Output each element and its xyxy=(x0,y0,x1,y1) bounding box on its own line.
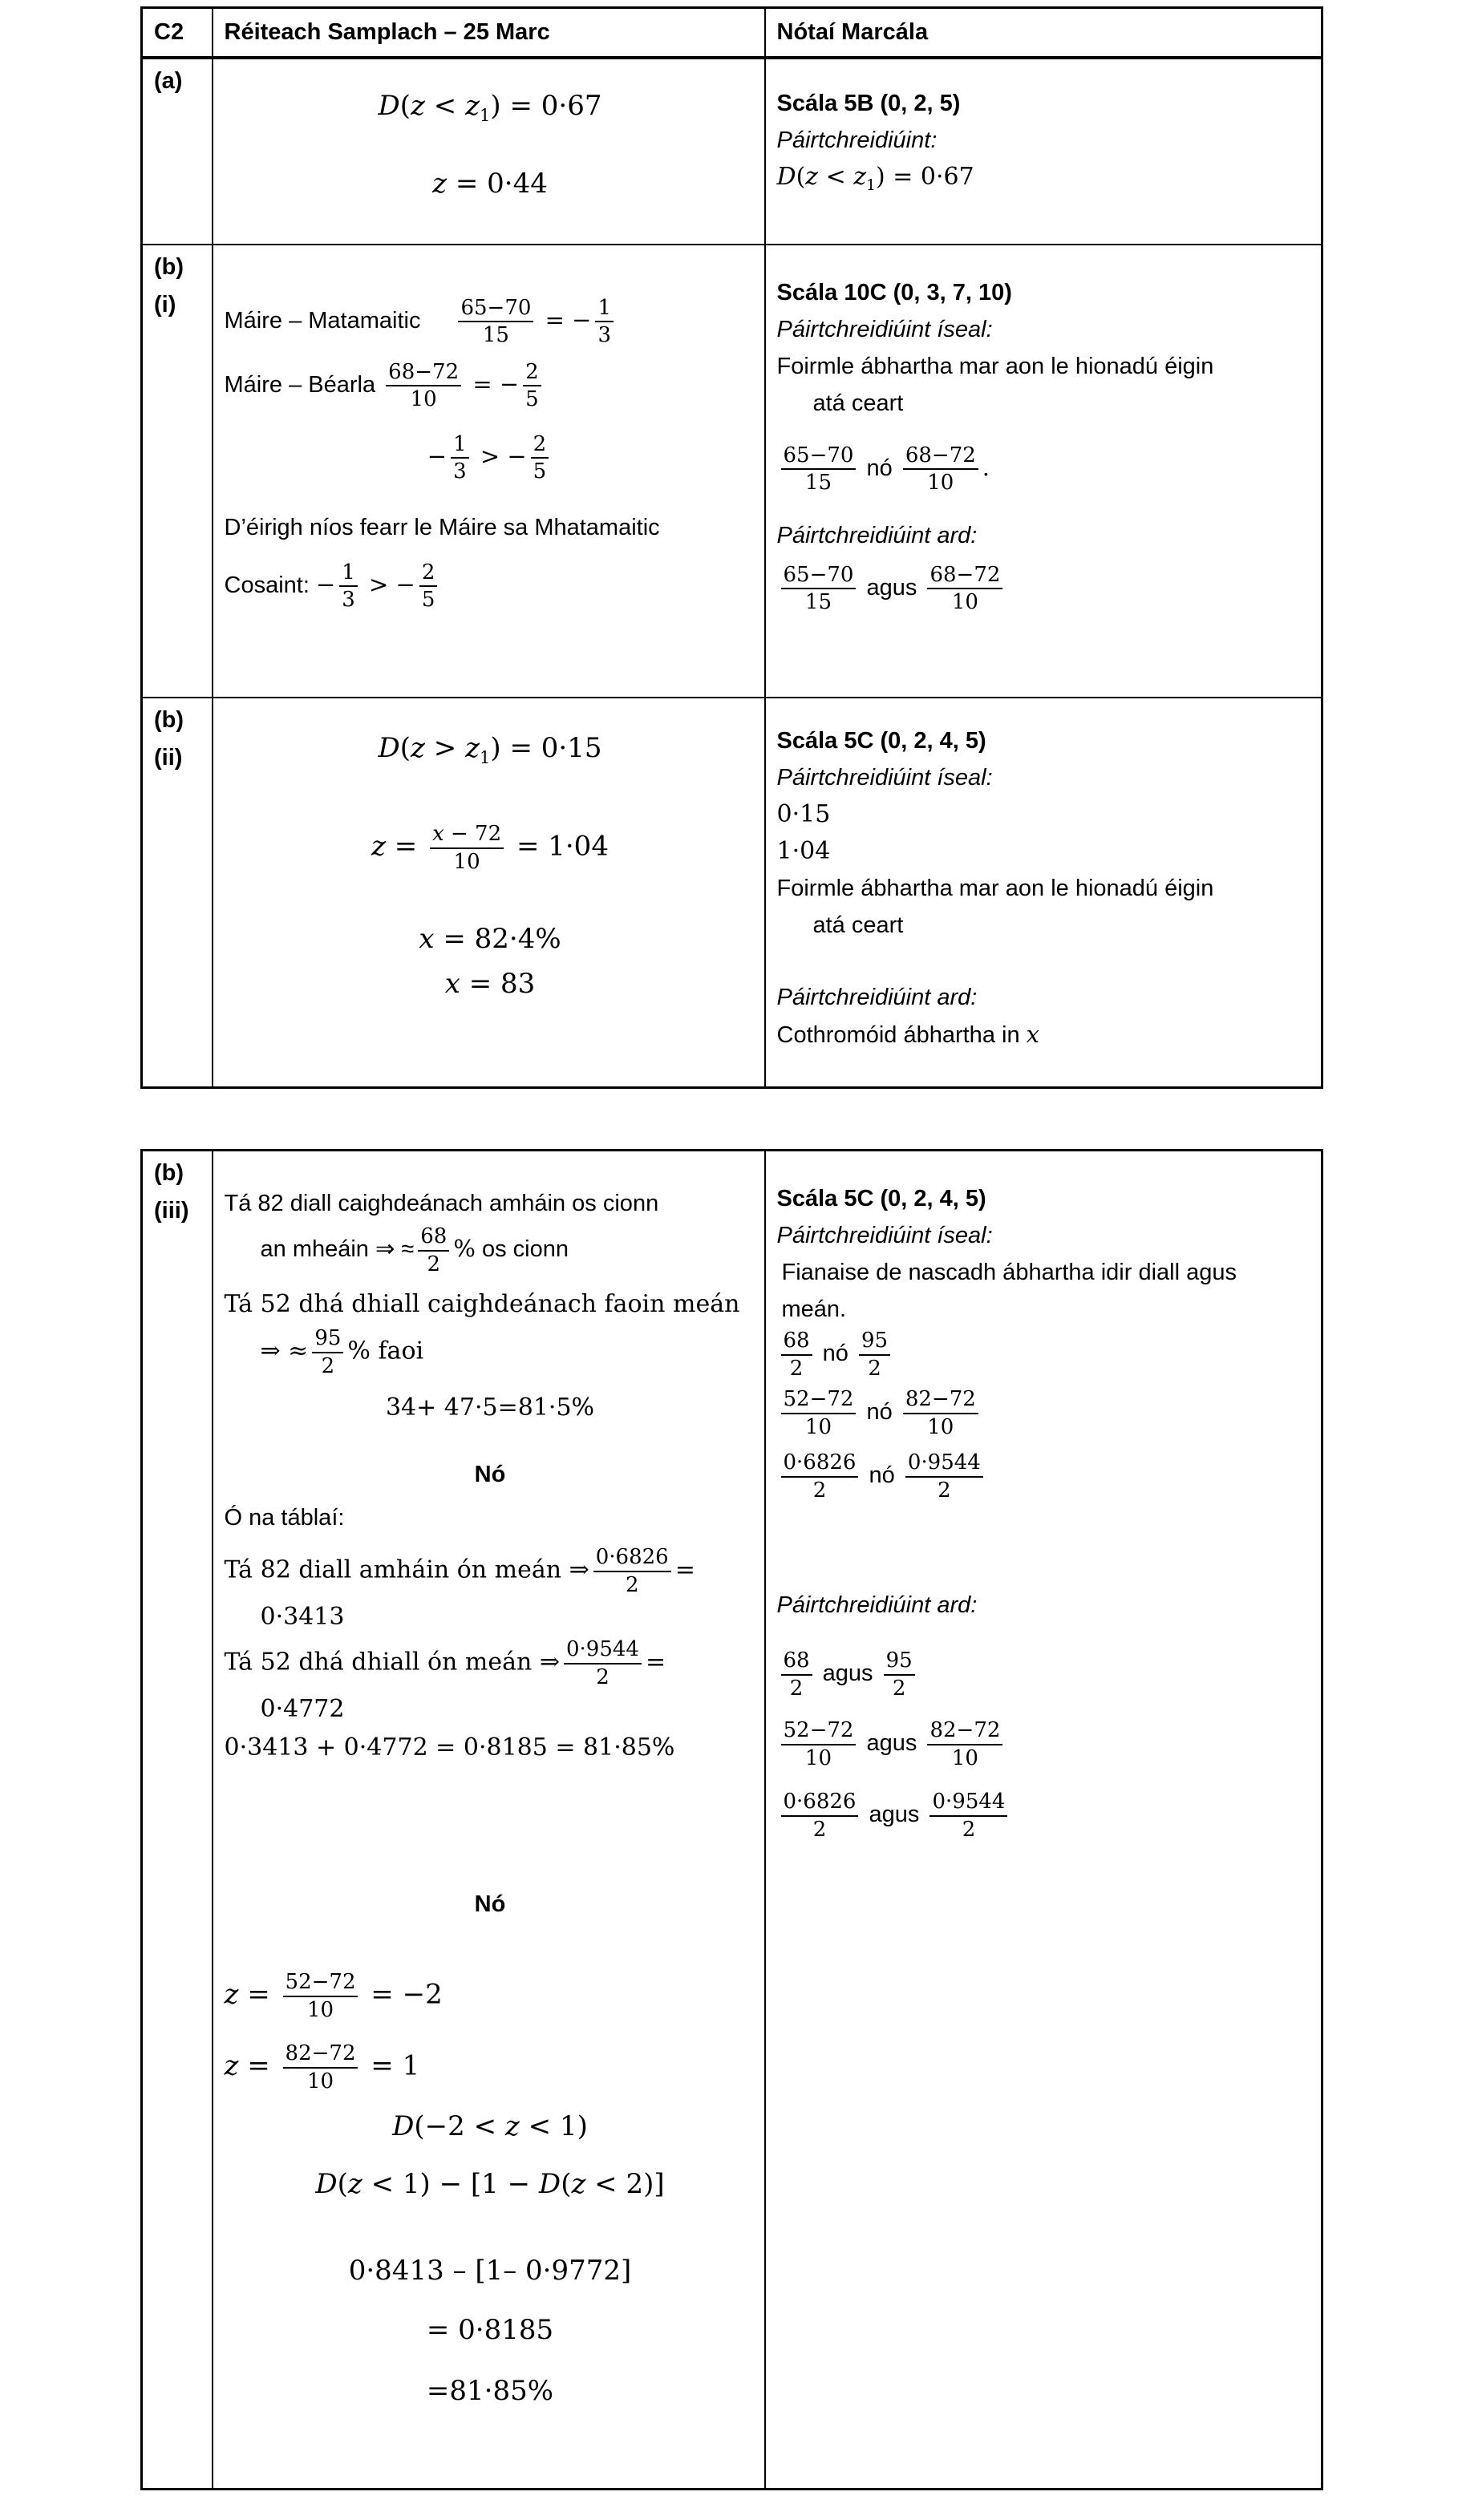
header-marking-notes xyxy=(765,8,1322,58)
row-part-b-i xyxy=(142,245,1322,698)
math-fraction: $\frac{68-72}{10}$ xyxy=(927,562,1002,616)
math-fraction: $\frac{1}{3}$ xyxy=(339,560,358,613)
solution-line: an mheáin ⇒ ≈ $\frac{68}{2}$ % os cionn xyxy=(260,1224,569,1276)
solution-equation: D(z < 1) − [1 − D(z < 2)] xyxy=(315,2168,665,2200)
note-fractions: $\frac{68}{2}$ nó $\frac{95}{2}$ xyxy=(777,1328,1314,1381)
table-header-row xyxy=(142,8,1322,58)
solution-equation: z = 0·44 xyxy=(432,168,548,200)
solution-line: 34+ 47·5=81·5% xyxy=(385,1393,595,1422)
math-fraction: $\frac{65-70}{15}$ xyxy=(781,562,857,616)
or-divider: Nó xyxy=(474,1462,506,1487)
note-text: meán. xyxy=(781,1296,847,1322)
partial-credit-low-label: Páirtchreidiúint íseal: xyxy=(776,316,993,342)
cell-label-b-ii xyxy=(142,698,213,1088)
math-fraction: $\frac{0\cdot 6826}{2}$ xyxy=(781,1789,859,1842)
note-fractions: $\frac{0\cdot 6826}{2}$ nó $\frac{0\cdot 9544}{2}$ xyxy=(777,1450,1314,1503)
math-fraction: $\frac{0\cdot 9544}{2}$ xyxy=(905,1450,983,1503)
math-fraction: $\frac{68-72}{10}$ xyxy=(386,359,461,413)
partial-credit-high-label: Páirtchreidiúint ard: xyxy=(776,1592,978,1618)
solution-line: Ó na táblaí: xyxy=(224,1505,345,1531)
note-text: atá ceart xyxy=(812,390,904,416)
note-text: Foirmle ábhartha mar aon le hionadú éigin xyxy=(776,875,1214,901)
math-fraction: $\frac{95}{2}$ xyxy=(884,1648,915,1701)
note-fractions: $\frac{65-70}{15}$ agus $\frac{68-72}{10}$ xyxy=(777,562,1314,616)
marking-table-2 xyxy=(140,1149,1323,2490)
math-fraction: $\frac{95}{2}$ xyxy=(859,1328,890,1381)
scale-label: Scála 5B (0, 2, 5) xyxy=(776,90,961,116)
solution-equation: z = $\frac{x - 72}{10}$ = 1·04 xyxy=(371,822,609,874)
solution-line: 0·3413 + 0·4772 = 0·8185 = 81·85% xyxy=(224,1733,675,1762)
math-fraction: $\frac{52-72}{10}$ xyxy=(781,1386,857,1440)
row-part-a xyxy=(142,58,1322,245)
math-fraction: $\frac{0\cdot 6826}{2}$ xyxy=(781,1450,859,1503)
note-value: 1·04 xyxy=(776,836,831,865)
marking-table-1 xyxy=(140,6,1323,1089)
math-fraction: $\frac{95}{2}$ xyxy=(312,1325,343,1379)
cell-solution-b-iii xyxy=(213,1151,765,2490)
cell-notes-b-i xyxy=(765,245,1322,698)
header-sample-solution xyxy=(213,8,765,58)
math-fraction: $\frac{82-72}{10}$ xyxy=(927,1717,1002,1771)
math-fraction: $\frac{1}{3}$ xyxy=(451,431,469,485)
part-sublabel: (iii) xyxy=(154,1198,189,1224)
math-fraction: $\frac{68}{2}$ xyxy=(781,1328,812,1381)
solution-equation: x = 83 xyxy=(444,968,536,1001)
part-label: (b) xyxy=(154,253,184,280)
math-fraction: $\frac{68}{2}$ xyxy=(418,1224,449,1277)
partial-credit-low-label: Páirtchreidiúint íseal: xyxy=(776,764,993,791)
partial-credit-low-label: Páirtchreidiúint íseal: xyxy=(776,1223,993,1248)
part-label: (a) xyxy=(154,67,183,94)
note-fractions: $\frac{65-70}{15}$ nó $\frac{68-72}{10}$ . xyxy=(777,443,1314,496)
math-fraction: $\frac{65-70}{15}$ xyxy=(458,295,533,349)
scale-label: Scála 10C (0, 3, 7, 10) xyxy=(776,279,1012,305)
cell-solution-a xyxy=(213,58,765,245)
note-fractions: $\frac{52-72}{10}$ nó $\frac{82-72}{10}$ xyxy=(777,1386,1314,1440)
solution-equation: x = 82·4% xyxy=(419,923,561,956)
solution-equation: D(−2 < z < 1) xyxy=(392,2110,588,2142)
cell-notes-b-iii xyxy=(765,1151,1322,2490)
math-fraction: $\frac{1}{3}$ xyxy=(595,295,614,349)
solution-line: − $\frac{1}{3}$ > − $\frac{2}{5}$ xyxy=(225,431,756,485)
solution-equation: $D(z < z_1) = 0\cdot 67$ xyxy=(378,89,602,125)
partial-credit-high-label: Páirtchreidiúint ard: xyxy=(776,522,978,548)
math-fraction: $\frac{2}{5}$ xyxy=(419,560,438,613)
note-fractions: $\frac{52-72}{10}$ agus $\frac{82-72}{10}$ xyxy=(777,1717,1314,1771)
note-text: atá ceart xyxy=(812,912,904,938)
solution-line: Tá 52 dhá dhiall ón meán ⇒ $\frac{0\cdot 9544}{2}$ = xyxy=(224,1637,666,1689)
solution-line: Tá 82 diall caighdeánach amháin os cionn xyxy=(224,1191,659,1216)
math-fraction: $\frac{2}{5}$ xyxy=(531,431,549,485)
or-divider: Nó xyxy=(474,1891,506,1917)
cell-notes-a xyxy=(765,58,1322,245)
solution-line: Cosaint: − $\frac{1}{3}$ > − $\frac{2}{5}$ xyxy=(225,560,756,613)
note-text: Foirmle ábhartha mar aon le hionadú éigin xyxy=(776,353,1214,379)
solution-line: Tá 82 diall amháin ón meán ⇒ $\frac{0\cdot 6826}{2}$ = xyxy=(224,1545,695,1597)
math-fraction: $\frac{x - 72}{10}$ xyxy=(430,821,504,875)
cell-label-b-iii xyxy=(142,1151,213,2490)
partial-credit-high-label: Páirtchreidiúint ard: xyxy=(776,984,978,1010)
solution-conclusion: D’éirigh níos fearr le Máire sa Mhatamaitic xyxy=(224,514,660,540)
solution-line: Máire – Béarla $\frac{68-72}{10}$ = − $\frac{2}{5}$ xyxy=(225,359,756,413)
question-code: C2 xyxy=(154,19,184,45)
solution-equation: = 0·8185 xyxy=(426,2314,554,2346)
part-label: (b) xyxy=(154,1160,184,1186)
solution-equation: z = $\frac{82-72}{10}$ = 1 xyxy=(224,2041,420,2093)
solution-equation: z = $\frac{52-72}{10}$ = −2 xyxy=(224,1970,443,2022)
note-text: Cothromóid ábhartha in x xyxy=(776,1020,1039,1048)
row-part-b-ii xyxy=(142,698,1322,1088)
partial-credit-label: Páirtchreidiúint: xyxy=(776,127,938,153)
part-sublabel: (i) xyxy=(154,291,176,318)
note-value: 0·15 xyxy=(776,799,831,828)
cell-label-a xyxy=(142,58,213,245)
note-equation: $D(z < z_1) = 0\cdot 67$ xyxy=(776,162,974,194)
solution-line: Tá 52 dhá dhiall caighdeánach faoin meán xyxy=(224,1290,740,1318)
solution-equation: =81·85% xyxy=(426,2375,554,2407)
part-sublabel: (ii) xyxy=(154,744,183,771)
math-fraction: $\frac{52-72}{10}$ xyxy=(781,1717,857,1771)
solution-line: 0·3413 xyxy=(260,1603,345,1631)
math-fraction: $\frac{0\cdot 9544}{2}$ xyxy=(564,1636,642,1690)
cell-solution-b-ii xyxy=(213,698,765,1088)
marking-notes-title: Nótaí Marcála xyxy=(776,19,929,45)
cell-notes-b-ii xyxy=(765,698,1322,1088)
math-fraction: $\frac{68}{2}$ xyxy=(781,1648,812,1701)
scale-label: Scála 5C (0, 2, 4, 5) xyxy=(776,1186,986,1211)
note-fractions: $\frac{68}{2}$ agus $\frac{95}{2}$ xyxy=(777,1648,1314,1701)
math-fraction: $\frac{82-72}{10}$ xyxy=(283,2041,358,2094)
math-fraction: $\frac{82-72}{10}$ xyxy=(903,1386,978,1440)
scale-label: Scála 5C (0, 2, 4, 5) xyxy=(776,727,986,754)
sample-solution-title: Réiteach Samplach – 25 Marc xyxy=(224,19,550,45)
solution-equation: $D(z > z_1) = 0\cdot 15$ xyxy=(378,731,602,767)
solution-line: 0·4772 xyxy=(260,1695,345,1723)
math-fraction: $\frac{0\cdot 6826}{2}$ xyxy=(593,1544,671,1598)
solution-equation: 0·8413 – [1– 0·9772] xyxy=(348,2255,632,2287)
math-fraction: $\frac{2}{5}$ xyxy=(523,359,541,413)
math-fraction: $\frac{52-72}{10}$ xyxy=(283,1969,358,2023)
part-label: (b) xyxy=(154,706,184,733)
solution-line: Máire – Matamaitic $\frac{65-70}{15}$ = − $\frac{1}{3}$ xyxy=(225,295,756,349)
note-text: Fianaise de nascadh ábhartha idir diall agus xyxy=(781,1260,1237,1285)
note-fractions: $\frac{0\cdot 6826}{2}$ agus $\frac{0\cdot 9544}{2}$ xyxy=(777,1789,1314,1842)
cell-label-b-i xyxy=(142,245,213,698)
math-fraction: $\frac{0\cdot 9544}{2}$ xyxy=(929,1789,1007,1842)
row-part-b-iii xyxy=(142,1151,1322,2490)
cell-solution-b-i xyxy=(213,245,765,698)
solution-line: ⇒ ≈ $\frac{95}{2}$ % faoi xyxy=(260,1326,424,1378)
math-fraction: $\frac{68-72}{10}$ xyxy=(903,443,978,496)
header-question-code xyxy=(142,8,213,58)
math-fraction: $\frac{65-70}{15}$ xyxy=(781,443,857,496)
